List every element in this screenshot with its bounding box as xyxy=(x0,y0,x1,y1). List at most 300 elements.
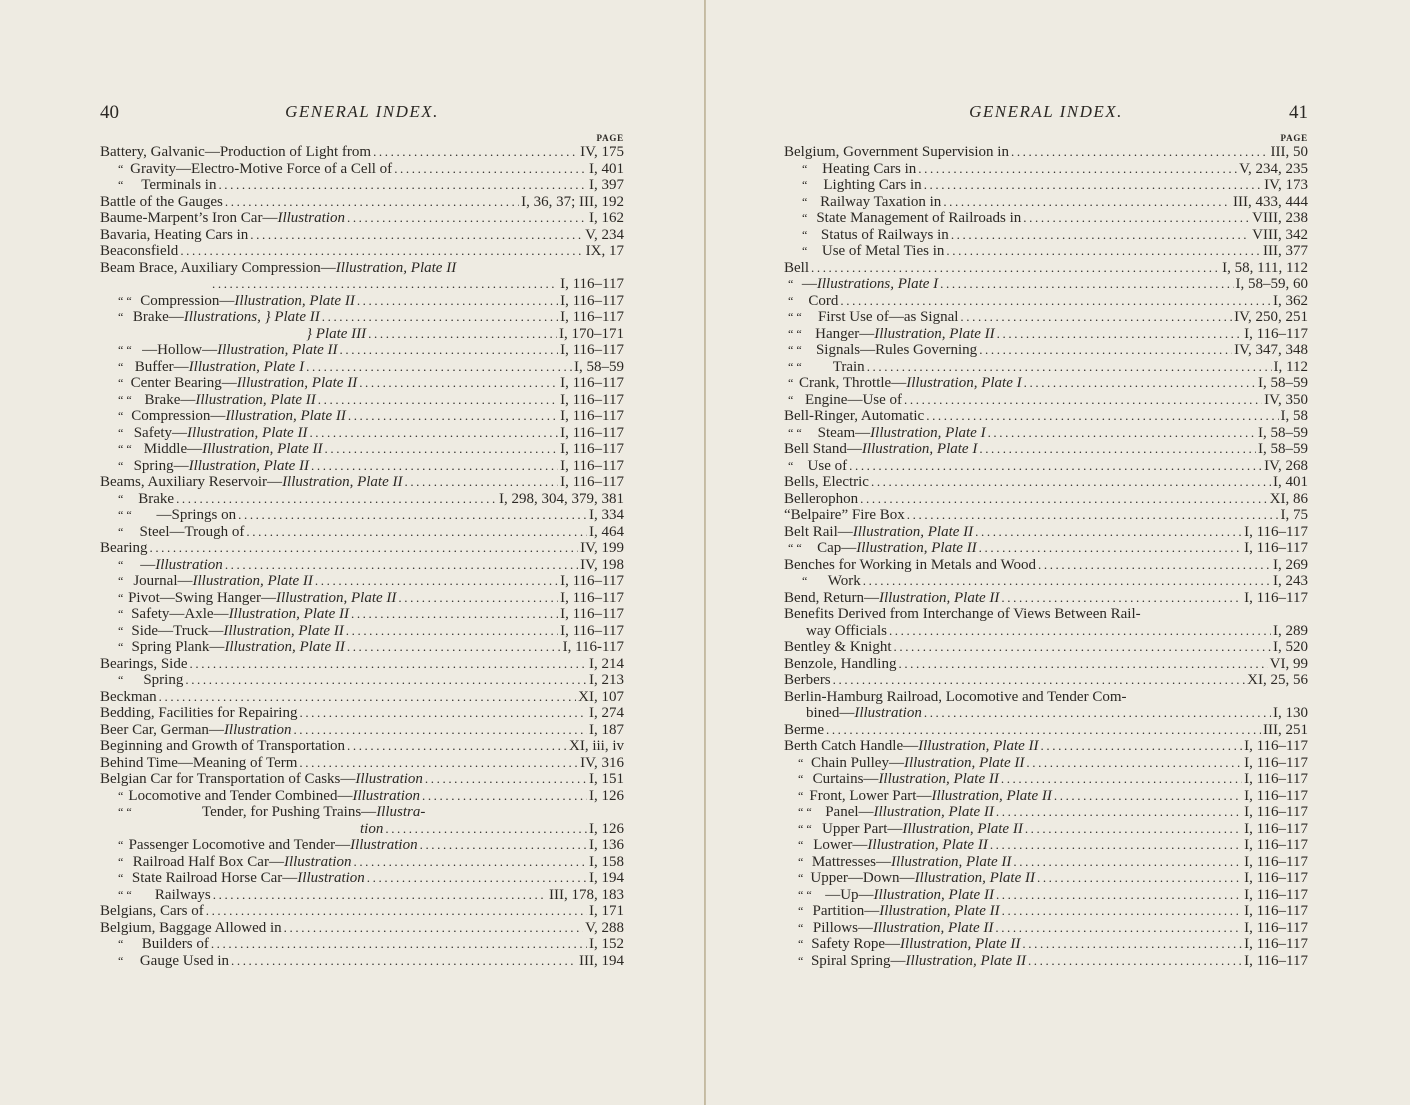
entry-illustration-note: Illustration, Plate I xyxy=(870,424,986,441)
entry-illustration-note: Illustration, Plate II xyxy=(236,375,358,391)
ditto-mark: “ xyxy=(118,359,124,374)
index-entry xyxy=(784,854,1308,871)
ditto-mark: “ xyxy=(118,607,124,621)
volume-page-ref: III, 377 xyxy=(1263,243,1308,259)
index-entry xyxy=(784,557,1308,574)
volume-page-ref: III, 50 xyxy=(1270,144,1308,160)
index-entry xyxy=(100,722,624,739)
volume-page-ref: I, 126 xyxy=(589,787,624,804)
index-entry xyxy=(784,689,1308,706)
volume-page-ref: I, 116–117 xyxy=(1244,903,1308,919)
dot-leader xyxy=(1037,870,1242,887)
dot-leader xyxy=(996,804,1242,821)
volume-page-ref: IV, 350 xyxy=(1264,391,1308,408)
index-entry xyxy=(784,375,1308,392)
index-entry xyxy=(100,821,624,838)
dot-leader xyxy=(185,672,587,689)
dot-leader xyxy=(359,375,558,392)
entry-illustration-note: Illustration, Plate II xyxy=(914,870,1035,886)
dot-leader xyxy=(979,540,1242,557)
dot-leader xyxy=(946,243,1261,260)
index-entry xyxy=(100,326,624,343)
index-entry xyxy=(784,441,1308,458)
entry-illustration-note: Illustration, Plate II xyxy=(187,424,308,441)
volume-page-ref: I, 116–117 xyxy=(1244,523,1308,540)
entry-text: Builders of xyxy=(141,936,209,952)
entry-text: Berbers xyxy=(784,672,831,688)
volume-page-ref: I, 116–117 xyxy=(1244,540,1308,556)
volume-page-ref: I, 397 xyxy=(589,177,624,193)
entry-text: State Railroad Horse Car—Illustration xyxy=(131,870,365,886)
volume-page-ref: I, 170–171 xyxy=(559,325,624,342)
dot-leader xyxy=(1026,755,1242,772)
volume-page-ref: I, 362 xyxy=(1273,292,1308,309)
entry-text: Work xyxy=(827,573,861,589)
entry-text: Berth Catch Handle—Illustration, Plate II xyxy=(784,738,1039,754)
entry-illustration-note: Illustration, Plate II xyxy=(282,474,403,490)
book-gutter xyxy=(704,0,706,1105)
entry-text: Spring xyxy=(143,672,184,688)
entry-text: Brake—Illustrations, } Plate II xyxy=(132,309,320,325)
volume-page-ref: IV, 316 xyxy=(580,754,624,771)
entry-illustration-note: Illustration, Plate I xyxy=(906,375,1022,391)
dot-leader xyxy=(311,458,558,475)
dot-leader xyxy=(190,656,588,673)
entry-text: Bentley & Knight xyxy=(784,639,892,655)
index-entry xyxy=(784,243,1308,260)
volume-page-ref: XI, iii, iv xyxy=(569,738,624,754)
running-head-title: GENERAL INDEX. xyxy=(969,102,1123,121)
entry-text: Benzole, Handling xyxy=(784,655,897,672)
entry-illustration-note: Illustration xyxy=(277,210,345,226)
entry-illustration-note: Illustration xyxy=(223,721,292,738)
dot-leader xyxy=(299,705,587,722)
dot-leader xyxy=(918,161,1237,178)
index-entry xyxy=(100,210,624,227)
ditto-mark: “ xyxy=(118,673,124,687)
index-entry xyxy=(784,788,1308,805)
entry-illustration-note: Illustration, Plate II xyxy=(224,639,345,655)
index-entry xyxy=(100,491,624,508)
entry-text: Railways xyxy=(154,886,211,903)
volume-page-ref: I, 116–117 xyxy=(1244,820,1308,837)
ditto-mark: “ xyxy=(788,392,794,407)
ditto-mark: “ xyxy=(788,293,794,308)
entry-illustration-note: Illustration, Plate II xyxy=(217,342,338,358)
volume-page-ref: I, 116-117 xyxy=(562,639,624,655)
volume-page-ref: XI, 25, 56 xyxy=(1247,672,1308,688)
index-entry xyxy=(784,227,1308,244)
entry-text: Beam Brace, Auxiliary Compression—Illustration, Plate II xyxy=(100,259,457,276)
entry-text: Passenger Locomotive and Tender—Illustration xyxy=(128,837,418,853)
entry-illustration-note: Illustration, Plate II xyxy=(879,589,1000,606)
dot-leader xyxy=(811,260,1220,277)
dot-leader xyxy=(960,309,1232,326)
volume-page-ref: III, 178, 183 xyxy=(549,886,624,903)
entry-illustration-note: Illustration, Plate II xyxy=(223,622,344,639)
dot-leader xyxy=(385,821,587,838)
page-column-label: PAGE xyxy=(1280,133,1308,143)
entry-text: —Illustration xyxy=(140,556,223,573)
ditto-mark: “ xyxy=(798,937,804,951)
entry-text: Compression—Illustration, Plate II xyxy=(140,292,355,309)
dot-leader xyxy=(368,326,557,343)
index-entry xyxy=(100,359,624,376)
ditto-mark: “ xyxy=(118,937,124,951)
index-entry xyxy=(784,144,1308,161)
entry-illustration-note: Illustrations, Plate I xyxy=(816,276,939,292)
entry-text: Upper Part—Illustration, Plate II xyxy=(822,820,1023,837)
dot-leader xyxy=(159,689,577,706)
volume-page-ref: I, 116–117 xyxy=(1244,919,1308,936)
entry-illustration-note: Illustration, Plate II xyxy=(867,837,988,853)
entry-text: Bavaria, Heating Cars in xyxy=(100,226,249,243)
dot-leader xyxy=(840,293,1271,310)
index-entry xyxy=(100,540,624,557)
volume-page-ref: IV, 198 xyxy=(580,556,624,573)
volume-page-ref: I, 116–117 xyxy=(560,408,624,424)
volume-page-ref: I, 136 xyxy=(589,837,624,853)
dot-leader xyxy=(351,606,558,623)
entry-text: Bearings, Side xyxy=(100,655,188,672)
entry-text: Spiral Spring—Illustration, Plate II xyxy=(810,952,1026,969)
page-number: 41 xyxy=(1289,102,1308,123)
index-entry xyxy=(784,194,1308,211)
entry-illustration-note: Illustration, Plate II xyxy=(931,787,1052,804)
index-entry xyxy=(784,722,1308,739)
dot-leader xyxy=(907,507,1279,524)
entry-text: Belgium, Baggage Allowed in xyxy=(100,919,282,936)
entry-text: Use of Metal Ties in xyxy=(821,243,945,259)
right-page xyxy=(784,0,1308,1105)
dot-leader xyxy=(340,342,559,359)
dot-leader xyxy=(373,144,578,161)
index-entry xyxy=(100,639,624,656)
dot-leader xyxy=(997,326,1242,343)
ditto-mark: “ xyxy=(118,788,124,803)
dot-leader xyxy=(1041,738,1243,755)
volume-page-ref: IX, 17 xyxy=(585,243,624,259)
index-entry xyxy=(784,953,1308,970)
dot-leader xyxy=(867,359,1272,376)
index-entry xyxy=(784,606,1308,623)
ditto-mark: “ xyxy=(118,458,124,473)
index-entry xyxy=(100,738,624,755)
entry-text: —Illustrations, Plate I xyxy=(801,276,939,292)
dot-leader xyxy=(325,441,559,458)
index-entry xyxy=(784,309,1308,326)
dot-leader xyxy=(943,194,1231,211)
ditto-mark: “ xyxy=(118,574,124,588)
volume-page-ref: I, 116–117 xyxy=(1244,738,1308,754)
entry-text: Terminals in xyxy=(141,177,217,193)
volume-page-ref: I, 116–117 xyxy=(1244,870,1308,886)
entry-text: Middle—Illustration, Plate II xyxy=(143,441,323,457)
ditto-mark: “ xyxy=(118,557,124,572)
volume-page-ref: I, 116–117 xyxy=(560,441,624,457)
entry-text: Berlin-Hamburg Railroad, Locomotive and Tender Com- xyxy=(784,688,1127,705)
ditto-mark: “ xyxy=(118,953,124,968)
index-entry xyxy=(100,144,624,161)
index-entry xyxy=(784,491,1308,508)
ditto-mark: “ xyxy=(118,640,124,654)
ditto-mark: “ xyxy=(798,871,804,885)
dot-leader xyxy=(211,936,587,953)
entry-illustration-note: Illustration, Plate II xyxy=(276,589,397,606)
entry-text: Bearing xyxy=(100,540,148,556)
index-entries xyxy=(100,144,624,969)
ditto-mark: “ “ xyxy=(788,310,802,324)
entry-text: Lighting Cars in xyxy=(823,177,922,193)
entry-text: Behind Time—Meaning of Term xyxy=(100,754,298,771)
entry-text: Mattresses—Illustration, Plate II xyxy=(811,853,1012,870)
entry-text: —Springs on xyxy=(156,507,237,523)
ditto-mark: “ “ xyxy=(118,887,132,902)
index-entry xyxy=(100,606,624,623)
index-entry xyxy=(100,755,624,772)
ditto-mark: “ xyxy=(118,871,124,885)
entry-illustration-note: Illustration, Plate II xyxy=(852,523,974,540)
entry-text: Chain Pulley—Illustration, Plate II xyxy=(811,754,1025,771)
dot-leader xyxy=(213,887,547,904)
index-entry xyxy=(784,507,1308,524)
volume-page-ref: I, 158 xyxy=(589,853,624,870)
index-entry xyxy=(100,771,624,788)
ditto-mark: “ xyxy=(802,244,808,258)
volume-page-ref: IV, 347, 348 xyxy=(1234,342,1308,358)
dot-leader xyxy=(860,491,1268,508)
dot-leader xyxy=(225,194,519,211)
entry-text: —Up—Illustration, Plate II xyxy=(825,886,994,903)
entry-illustration-note: Illustration, Plate II xyxy=(873,804,994,820)
ditto-mark: “ “ xyxy=(788,326,802,341)
volume-page-ref: I, 36, 37; III, 192 xyxy=(521,193,624,210)
volume-page-ref: I, 116–117 xyxy=(1244,589,1308,606)
entry-text: “Belpaire” Fire Box xyxy=(784,507,905,523)
index-entry xyxy=(100,920,624,937)
index-entry xyxy=(784,161,1308,178)
volume-page-ref: I, 116–117 xyxy=(560,391,624,408)
index-entry xyxy=(784,755,1308,772)
ditto-mark: “ xyxy=(118,376,124,390)
index-entry xyxy=(100,342,624,359)
entry-illustration-note: Illustration, Plate II xyxy=(225,408,346,424)
entry-text: Side—Truck—Illustration, Plate II xyxy=(131,622,344,639)
ditto-mark: “ “ xyxy=(118,293,132,308)
dot-leader xyxy=(353,854,587,871)
entry-illustration-note: Illustration, Plate II xyxy=(873,886,994,903)
volume-page-ref: I, 194 xyxy=(589,870,624,886)
volume-page-ref: I, 116–117 xyxy=(1244,804,1308,820)
ditto-mark: “ xyxy=(788,458,794,473)
ditto-mark: “ xyxy=(118,425,124,440)
dot-leader xyxy=(995,920,1242,937)
index-entry xyxy=(100,788,624,805)
ditto-mark: “ xyxy=(118,491,124,506)
entry-text xyxy=(360,821,383,838)
entry-text: Gauge Used in xyxy=(139,952,229,969)
entry-text: Baume-Marpent’s Iron Car—Illustration xyxy=(100,210,345,226)
dot-leader xyxy=(940,276,1233,293)
dot-leader xyxy=(833,672,1246,689)
dot-leader xyxy=(309,425,558,442)
entry-text: Beginning and Growth of Transportation xyxy=(100,738,345,754)
index-entry xyxy=(784,870,1308,887)
entry-text: Berme xyxy=(784,721,824,738)
ditto-mark: “ “ xyxy=(798,821,812,836)
index-entry xyxy=(100,854,624,871)
index-entry xyxy=(100,689,624,706)
volume-page-ref: I, 151 xyxy=(589,771,624,787)
index-entry xyxy=(784,573,1308,590)
entry-illustration-note: Illustration xyxy=(350,837,418,853)
entry-illustration-note: Illustration, Plate II xyxy=(879,903,1000,919)
index-entry xyxy=(100,953,624,970)
index-entry xyxy=(784,771,1308,788)
volume-page-ref: I, 116–117 xyxy=(560,474,624,490)
volume-page-ref: I, 171 xyxy=(589,903,624,919)
volume-page-ref: I, 274 xyxy=(589,705,624,721)
index-entry xyxy=(100,243,624,260)
ditto-mark: “ xyxy=(802,161,808,176)
dot-leader xyxy=(299,755,578,772)
entry-illustration-note: Illustration xyxy=(297,870,365,886)
entry-illustration-note: Illustra- xyxy=(376,804,426,820)
ditto-mark: “ xyxy=(788,376,794,390)
index-entry xyxy=(784,903,1308,920)
running-head xyxy=(784,100,1308,126)
entry-text: Brake—Illustration, Plate II xyxy=(144,391,316,408)
volume-page-ref: I, 116–117 xyxy=(560,606,624,622)
entry-text: Belgium, Government Supervision in xyxy=(784,144,1009,160)
entry-text: Bend, Return—Illustration, Plate II xyxy=(784,589,1000,606)
dot-leader xyxy=(176,491,497,508)
dot-leader xyxy=(284,920,583,937)
ditto-mark: “ xyxy=(798,953,804,968)
volume-page-ref: I, 58, 111, 112 xyxy=(1222,259,1308,276)
entry-text: Steel—Trough of xyxy=(139,523,245,540)
entry-text: Beckman xyxy=(100,688,157,705)
volume-page-ref: I, 187 xyxy=(589,721,624,738)
volume-page-ref: I, 298, 304, 379, 381 xyxy=(499,490,624,507)
entry-illustration-note: Illustration, Plate II xyxy=(195,391,316,408)
dot-leader xyxy=(849,458,1262,475)
ditto-mark: “ xyxy=(118,310,124,324)
index-entry xyxy=(100,392,624,409)
dot-leader xyxy=(149,540,578,557)
ditto-mark: “ xyxy=(118,838,124,852)
index-entry xyxy=(784,639,1308,656)
index-entry xyxy=(100,194,624,211)
entry-text: Beer Car, German—Illustration xyxy=(100,721,292,738)
index-entries xyxy=(784,144,1308,969)
volume-page-ref: I, 116–117 xyxy=(1244,853,1308,870)
index-entry xyxy=(100,276,624,293)
index-entry xyxy=(784,920,1308,937)
dot-leader xyxy=(1002,903,1242,920)
volume-page-ref: I, 116–117 xyxy=(560,589,624,606)
dot-leader xyxy=(398,590,558,607)
dot-leader xyxy=(212,276,558,293)
dot-leader xyxy=(894,639,1272,656)
volume-page-ref: III, 194 xyxy=(579,952,624,969)
ditto-mark: “ xyxy=(798,788,804,803)
entry-illustration-note: Illustration, Plate II xyxy=(202,441,323,457)
volume-page-ref: V, 234, 235 xyxy=(1239,160,1308,177)
volume-page-ref: I, 58–59 xyxy=(1258,424,1308,441)
ditto-mark: “ “ xyxy=(118,805,132,819)
entry-text: Benches for Working in Metals and Wood xyxy=(784,556,1036,573)
dot-leader xyxy=(863,573,1271,590)
entry-text: Bell Stand—Illustration, Plate I xyxy=(784,441,978,457)
entry-text: Steam—Illustration, Plate I xyxy=(817,424,986,441)
volume-page-ref: I, 58 xyxy=(1280,408,1308,424)
dot-leader xyxy=(1011,144,1269,161)
ditto-mark: “ xyxy=(118,590,124,605)
ditto-mark: “ xyxy=(798,838,804,852)
entry-text: Locomotive and Tender Combined—Illustration xyxy=(128,787,420,804)
entry-text: bined—Illustration xyxy=(806,705,922,721)
index-entry xyxy=(100,408,624,425)
entry-illustration-note: Illustration, Plate I xyxy=(188,358,305,375)
index-entry xyxy=(100,887,624,904)
dot-leader xyxy=(1013,854,1242,871)
volume-page-ref: IV, 175 xyxy=(580,144,624,160)
entry-illustration-note: Illustration, Plate II xyxy=(874,325,995,342)
entry-text: Railroad Half Box Car—Illustration xyxy=(132,853,352,870)
volume-page-ref: I, 401 xyxy=(1273,474,1308,490)
index-entry xyxy=(100,804,624,821)
index-entry xyxy=(784,177,1308,194)
volume-page-ref: VIII, 238 xyxy=(1252,210,1308,226)
ditto-mark: “ xyxy=(802,227,808,242)
ditto-mark: “ xyxy=(118,623,124,638)
entry-illustration-note: Illustration, Plate II xyxy=(903,754,1025,771)
ditto-mark: “ “ xyxy=(118,392,132,407)
volume-page-ref: I, 334 xyxy=(589,507,624,523)
index-entry xyxy=(784,821,1308,838)
entry-text: Panel—Illustration, Plate II xyxy=(825,804,994,820)
index-entry xyxy=(100,590,624,607)
entry-illustration-note: Illustration, Plate II xyxy=(918,738,1039,754)
index-entry xyxy=(784,474,1308,491)
index-entry xyxy=(100,425,624,442)
volume-page-ref: I, 116–117 xyxy=(560,309,624,325)
index-entry xyxy=(100,672,624,689)
entry-text: Cap—Illustration, Plate II xyxy=(817,540,977,556)
index-entry xyxy=(100,474,624,491)
dot-leader xyxy=(357,293,558,310)
dot-leader xyxy=(904,392,1262,409)
dot-leader xyxy=(826,722,1261,739)
entry-text: Belgians, Cars of xyxy=(100,903,204,919)
dot-leader xyxy=(975,524,1242,541)
index-entry xyxy=(784,887,1308,904)
dot-leader xyxy=(1022,936,1242,953)
index-entry xyxy=(784,540,1308,557)
volume-page-ref: I, 58–59 xyxy=(574,358,624,375)
index-entry xyxy=(784,837,1308,854)
entry-illustration-note: Illustration xyxy=(355,771,423,787)
entry-text: Bell-Ringer, Automatic xyxy=(784,408,925,424)
volume-page-ref: I, 116–117 xyxy=(560,424,624,441)
volume-page-ref: I, 116–117 xyxy=(1244,886,1308,903)
entry-text: Battery, Galvanic—Production of Light from xyxy=(100,144,372,160)
index-entry xyxy=(100,903,624,920)
entry-text: Bell xyxy=(784,259,809,276)
dot-leader xyxy=(924,177,1262,194)
index-entry xyxy=(100,227,624,244)
